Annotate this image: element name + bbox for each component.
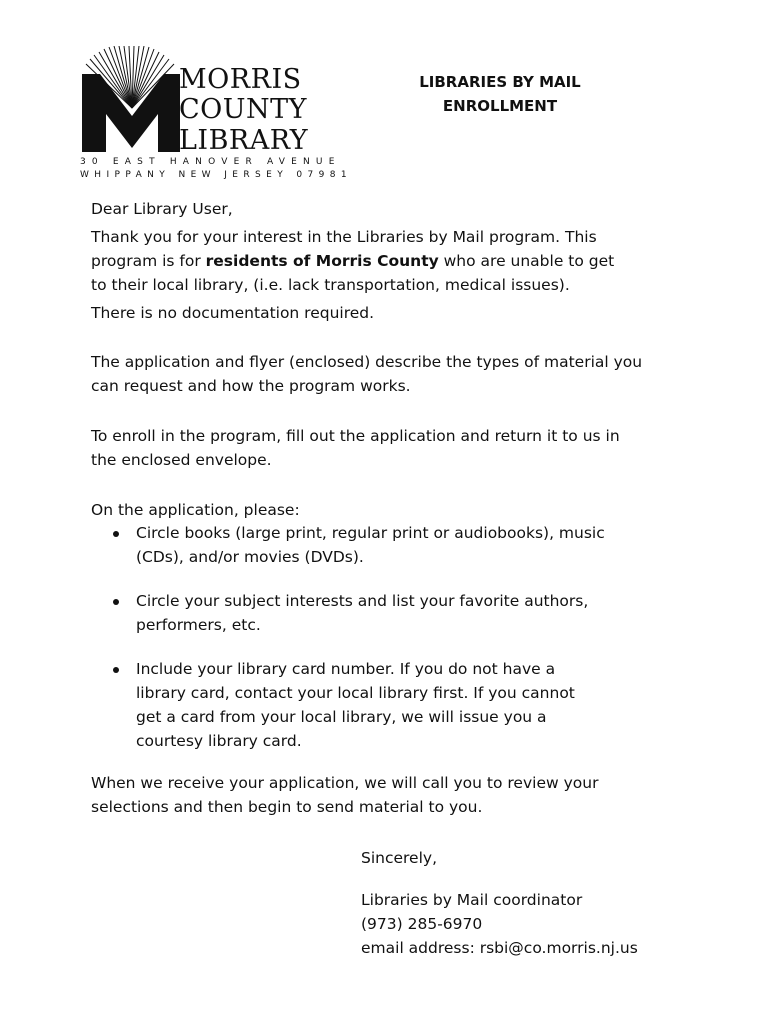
signature-block [361,888,638,960]
signature-title: Libraries by Mail coordinator [361,891,583,909]
logo-word-county: COUNTY [179,94,308,125]
intro-line-1: Thank you for your interest in the Libraries by Mail program. This [91,228,597,246]
list-item [108,657,605,753]
instruction-list [108,521,605,753]
intro-line-3: to their local library, (i.e. lack transportation, medical issues). [91,276,570,294]
paragraph-enroll [91,424,620,472]
review-line-1: When we receive your application, we will call you to review your [91,774,599,792]
bullet-1-line-1: Circle books (large print, regular print or audiobooks), music [136,524,605,542]
paragraph-intro [91,225,614,297]
page-title [395,70,605,118]
flyer-line-2: can request and how the program works. [91,377,411,395]
intro-line-2-pre: program is for [91,252,206,270]
bullet-3-line-3: get a card from your local library, we will issue you a [136,708,547,726]
list-item [108,589,605,637]
logo-m-emblem-icon [80,46,180,154]
bullet-2-line-1: Circle your subject interests and list your favorite authors, [136,592,589,610]
bullet-2-line-2: performers, etc. [136,616,261,634]
list-item [108,521,605,569]
logo-address-city: WHIPPANY NEW JERSEY 07981 [80,170,353,180]
signature-phone: (973) 285-6970 [361,915,483,933]
bullet-icon [113,599,119,605]
bullet-3-line-2: library card, contact your local library first. If you cannot [136,684,575,702]
review-line-2: selections and then begin to send material to you. [91,798,483,816]
bullet-icon [113,667,119,673]
closing: Sincerely, [361,849,438,867]
paragraph-application-please: On the application, please: [91,501,300,519]
bullet-3-line-4: courtesy library card. [136,732,302,750]
intro-line-2-post: who are unable to get [438,252,615,270]
title-line-2: ENROLLMENT [442,97,558,115]
logo-word-morris: MORRIS [179,64,302,95]
bullet-3-line-1: Include your library card number. If you do not have a [136,660,556,678]
intro-line-2 [91,249,614,273]
title-line-1: LIBRARIES BY MAIL [419,73,581,91]
bullet-icon [113,531,119,537]
library-logo [80,46,353,186]
paragraph-documentation: There is no documentation required. [91,304,375,322]
signature-email: email address: rsbi@co.morris.nj.us [361,939,638,957]
paragraph-application-flyer [91,350,642,398]
flyer-line-1: The application and flyer (enclosed) describe the types of material you [91,353,643,371]
enroll-line-2: the enclosed envelope. [91,451,272,469]
logo-address-street: 30 EAST HANOVER AVENUE [80,157,341,167]
bullet-1-line-2: (CDs), and/or movies (DVDs). [136,548,364,566]
paragraph-review [91,771,598,819]
greeting: Dear Library User, [91,200,233,218]
intro-residents-emphasis: residents of Morris County [205,252,439,270]
logo-word-library: LIBRARY [179,125,309,156]
enroll-line-1: To enroll in the program, fill out the application and return it to us in [91,427,620,445]
